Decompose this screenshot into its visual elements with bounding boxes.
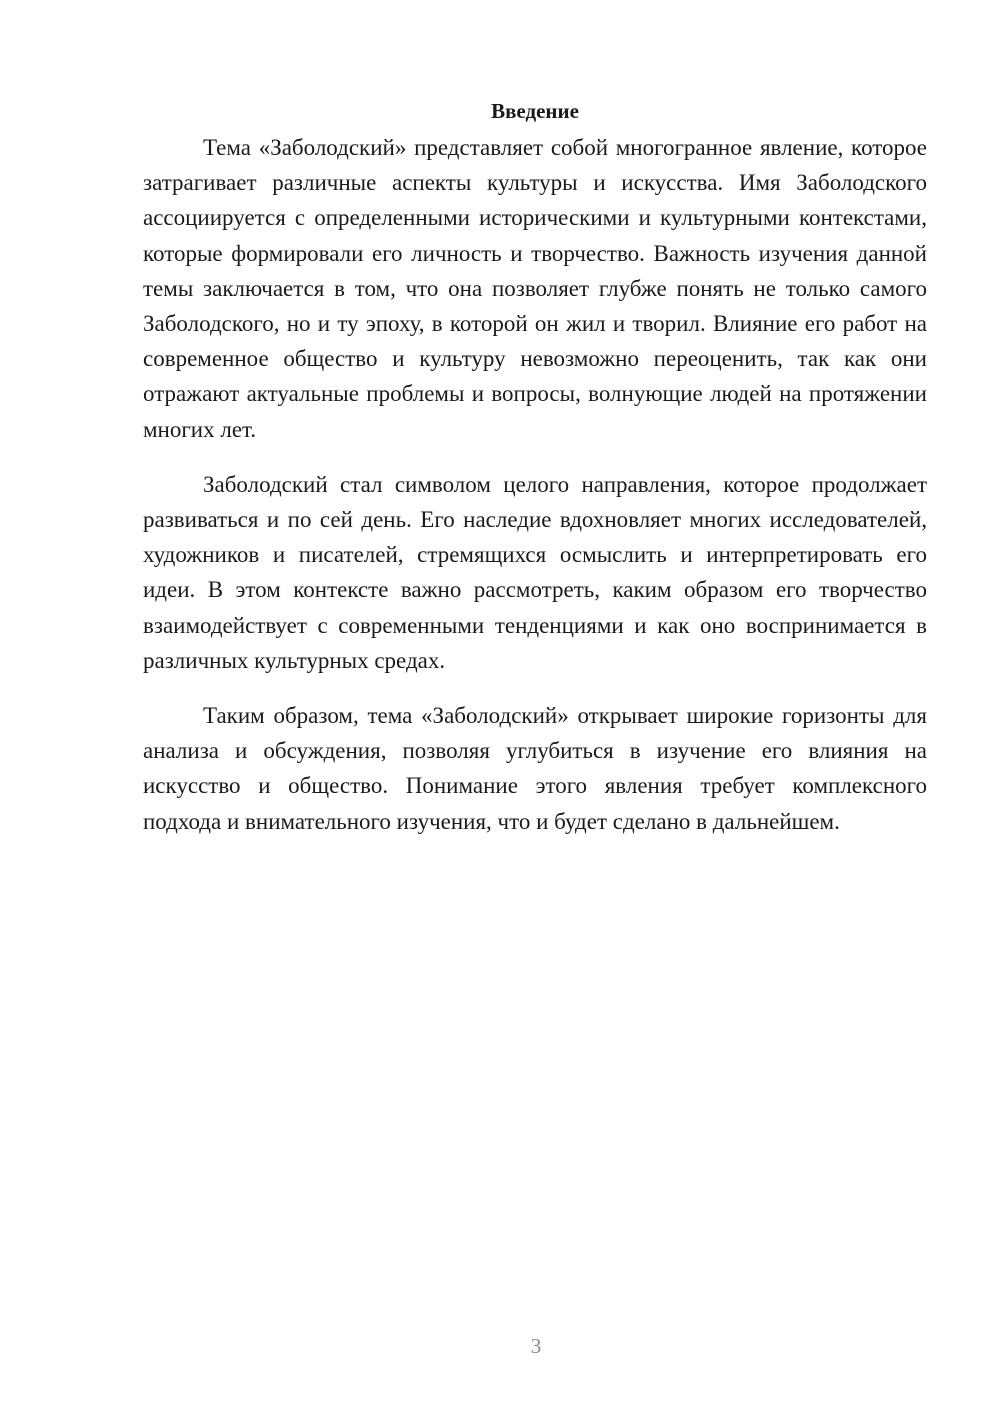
section-heading: Введение <box>491 99 579 123</box>
paragraph-2: Заболодский стал символом целого направления, которое продолжает развиваться и по сей день. Его наследие вдохновляет многих исследователей, художников и писателей, стремящихся осмыслить и интерпретировать его идеи. В этом контексте важно рассмотреть, каким образом его творчество взаимодействует с современными тенденциями и как оно воспринимается в различных культурных средах. <box>143 471 927 673</box>
paragraph-1: Тема «Заболодский» представляет собой многогранное явление, которое затрагивает различные аспекты культуры и искусства. Имя Заболодского ассоциируется с определенными историческими и культурными контекстами, которые формировали его личность и творчество. Важность изучения данной темы заключается в том, что она позволяет глубже понять не только самого Заболодского, но и ту эпоху, в которой он жил и творил. Влияние его работ на современное общество и культуру невозможно переоценить, так как они отражают актуальные проблемы и вопросы, волнующие людей на протяжении многих лет. <box>143 135 927 442</box>
page-number: 3 <box>530 1334 542 1358</box>
paragraph-3: Таким образом, тема «Заболодский» открывает широкие горизонты для анализа и обсуждения, позволяя углубиться в изучение его влияния на искусство и общество. Понимание этого явления требует комплексного подхода и внимательного изучения, что и будет сделано в дальнейшем. <box>143 703 927 834</box>
page-content <box>143 96 927 859</box>
